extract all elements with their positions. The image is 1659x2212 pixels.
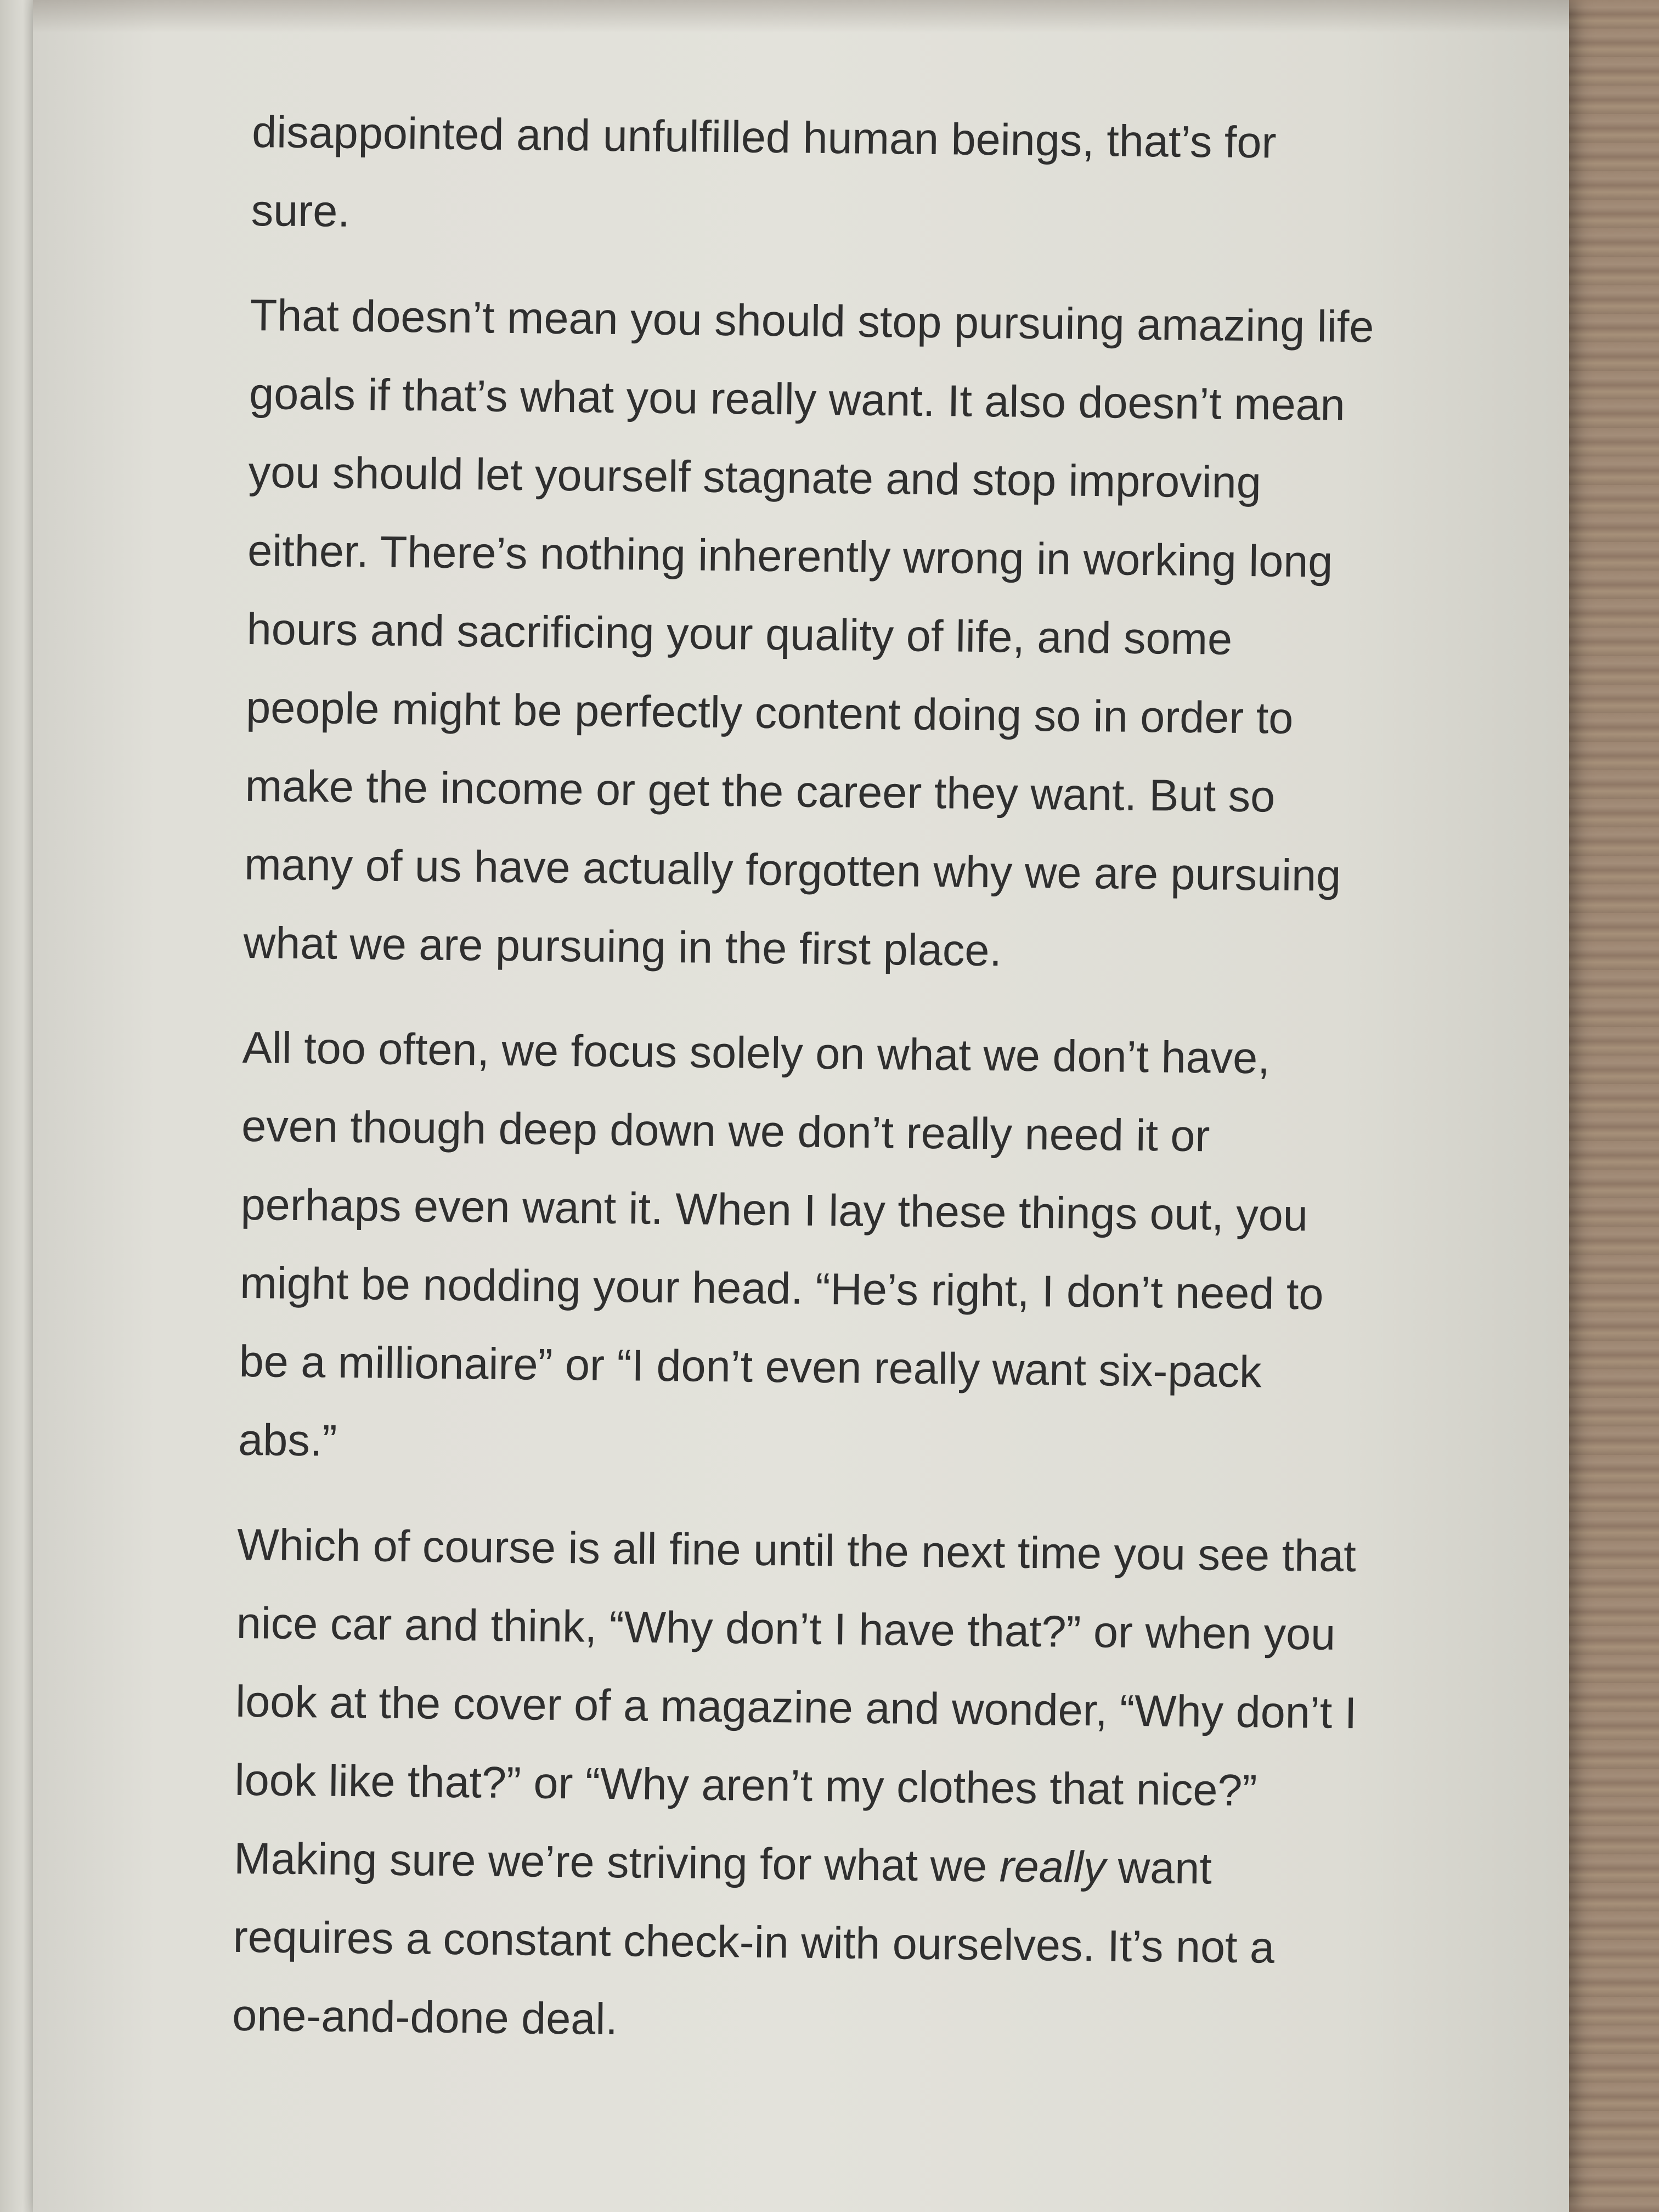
emphasized-word: really xyxy=(999,1842,1106,1893)
page-text xyxy=(232,93,1377,2093)
book-page xyxy=(33,0,1569,2212)
paragraph-3: All too often, we focus solely on what we don’t have, even though deep down we don’t really need it or perhaps even want it. When I lay these things out, you might be nodding your head. “He’s right, I don’t need to be a millionaire” or “I don’t even really want six-pack abs.” xyxy=(238,1023,1324,1466)
paragraph-1: disappointed and unfulfilled human beings, that’s for sure. xyxy=(251,107,1277,236)
paragraph-2: That doesn’t mean you should stop pursuing amazing life goals if that’s what you really want. It also doesn’t mean you should let yourself stagnate and stop improving either. There’s nothing inherently wrong in working long hours and sacrificing your quality of life, and some people might be perfectly content doing so in order to make the income or get the career they want. But so many of us have actually forgotten why we are pursuing what we are pursuing in the first place. xyxy=(243,290,1374,976)
paragraph-4-part-1: Which of course is all fine until the next time you see that nice car and think, “Why don’t I have that?” or when you look at the cover of a magazine and wonder, “Why don’t I look like that?” or “Why aren’t my clothes that nice?” Making sure we’re striving for what we xyxy=(233,1520,1357,1892)
page-shadow xyxy=(33,0,1569,33)
paragraph-4 xyxy=(232,1506,1362,2067)
paragraph-4-part-2: want requires a constant check-in with ourselves. It’s not a one-and-done deal. xyxy=(232,1843,1275,2045)
